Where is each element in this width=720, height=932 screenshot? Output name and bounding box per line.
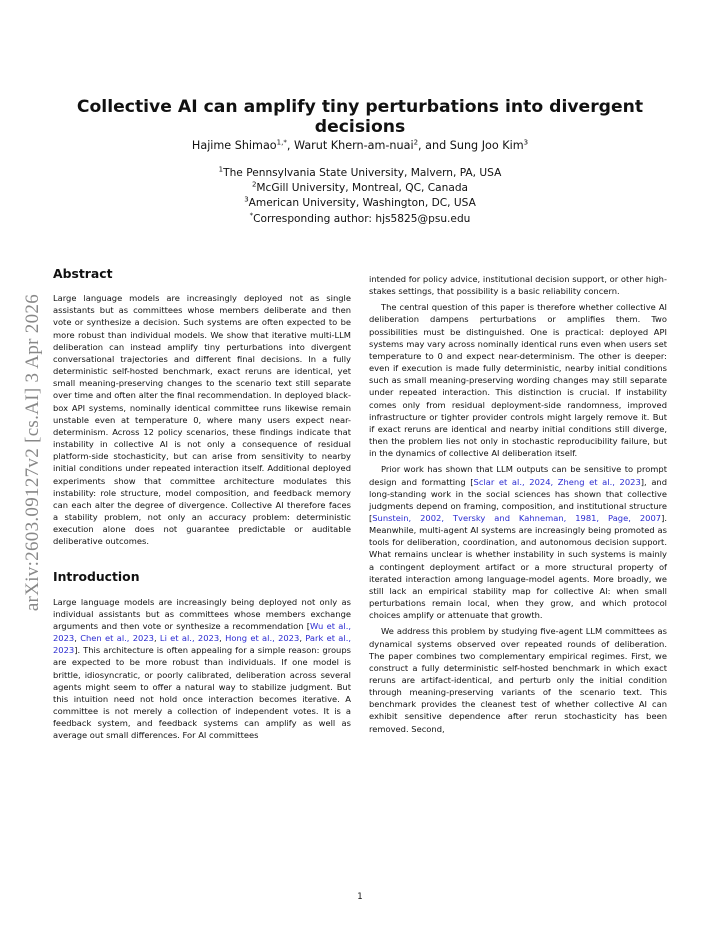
affiliation <box>40 196 680 211</box>
arxiv-identifier[interactable]: arXiv:2603.09127v2 [cs.AI] 3 Apr 2026 <box>22 294 43 612</box>
paragraph-text: Large language models are increasingly being deployed not only as individual assistants but as committees whose members exchange arguments and then vote or synthesize a recommendation [ <box>53 596 351 631</box>
paragraph-text: ], and long-standing work in the social sciences has shown that collective judgments depend on framing, composition, and institutional structure [ <box>369 476 668 523</box>
paragraph-text: ]. This architecture is often appealing for a simple reason: groups are expected to be more robust than individuals. If one model is brittle, idiosyncratic, or poorly calibrated, deliberation across several agents might seem to offer a natural way to stabilize judgment. But this intuition need not hold once interaction becomes iterative. A committee is not merely a collection of independent votes. It is a feedback system, and feedback systems can amplify as well as average out small differences. For AI committees <box>53 645 351 741</box>
body-paragraph <box>369 463 667 621</box>
left-column <box>53 268 351 745</box>
affiliation-marker: 2 <box>251 180 257 189</box>
paper-title: Collective AI can amplify tiny perturbations into divergent decisions <box>76 97 644 137</box>
body-paragraph: We address this problem by studying five-agent LLM committees as dynamical systems observed over repeated rounds of deliberation. The paper combines two complementary empirical regimes. First, we construct a fully deterministic self-hosted benchmark in which exact reruns are artifact-identical, and perturb only the initial condition through meaning-preserving variants of the scenario text. This benchmark provides the cleanest test of whether collective AI can exhibit sensitive dependence after rerun stochasticity has been removed. Second, <box>369 626 667 734</box>
affiliation-text: The Pennsylvania State University, Malvern, PA, USA <box>223 167 502 179</box>
introduction-paragraph: Large language models are increasingly being deployed not only as individual assistants but as committees whose members exchange arguments and then vote or synthesize a recommendation [Wu et al., 2023, Chen et al., 2023, Li et al., 2023, Hong et al., 2023, Park et al., 2023]. This architecture is often appealing for a simple reason: groups are expected to be more robust than individuals. If one model is brittle, idiosyncratic, or poorly calibrated, deliberation across several agents might seem to offer a natural way to stabilize judgment. But this intuition need not hold once interaction becomes iterative. A committee is not merely a collection of independent votes. It is a feedback system, and feedback systems can amplify as well as average out small differences. For AI committees <box>53 596 352 741</box>
citation-link[interactable]: Li et al., 2023 <box>159 633 220 644</box>
citation-link[interactable]: Sclar et al., 2024, Zheng et al., 2023 <box>473 476 641 487</box>
author-affiliation-marker: 1,* <box>276 138 287 147</box>
author-separator: , <box>286 139 294 152</box>
affiliation-marker: 1 <box>218 165 224 174</box>
author-name: Warut Khern-am-nuai <box>293 139 414 152</box>
citation-link[interactable]: Sunstein, 2002, Tversky and Kahneman, 1981, Page, 2007 <box>372 512 662 523</box>
citation-link[interactable]: Park et al., 2023 <box>53 633 352 656</box>
paragraph-text: ]. Meanwhile, multi-agent AI systems are increasingly being promoted as tools for deliberation, coordination, and autonomous decision support. What remains unclear is whether instability in such systems is mainly a contingent deployment artifact or a more structural property of iterated interaction among language-model agents. More broadly, we still lack an empirical stability map for collective AI: when small perturbations remain local, when they grow, and which protocol choices amplify or attenuate that growth. <box>369 512 667 621</box>
affiliation-marker: * <box>249 211 254 220</box>
citation-link[interactable]: Wu et al., 2023 <box>53 620 351 644</box>
affiliation-list <box>40 166 680 227</box>
page-number: 1 <box>357 892 363 902</box>
corresponding-author-text: Corresponding author: hjs5825@psu.edu <box>253 212 471 225</box>
author-name: Hajime Shimao <box>191 139 277 152</box>
arxiv-stamp <box>20 268 46 638</box>
abstract-text: Large language models are increasingly deployed not as single assistants but as committees whose members deliberate and then vote or synthesize a decision. Such systems are often expected to be more robust than individual models. We show that iterative multi-LLM deliberation can instead amplify tiny perturbations into divergent conversational trajectories and different final decisions. In a fully deterministic self-hosted benchmark, exact reruns are identical, yet small meaning-preserving changes to the scenario text still separate over time and often alter the final recommendation. In deployed black-box API systems, nominally identical committee runs likewise remain unstable even at temperature 0, where many users expect near-determinism. Across 12 policy scenarios, these findings indicate that instability in collective AI is not only a consequence of residual platform-side stochasticity, but can arise from sensitivity to nearby initial conditions under repeated interaction itself. Additional deployed experiments show that committee architecture modulates this instability: role structure, model composition, and feedback memory can each alter the degree of divergence. Collective AI therefore faces a stability problem, not only an accuracy problem: deterministic execution alone does not guarantee predictable or auditable deliberative outcomes. <box>53 293 351 547</box>
body-paragraph: intended for policy advice, institutional decision support, or other high-stakes settings, that possibility is a basic reliability concern. <box>369 274 667 297</box>
affiliation-text: American University, Washington, DC, USA <box>248 197 476 210</box>
author-affiliation-marker: 2 <box>413 138 419 147</box>
affiliation <box>40 181 680 196</box>
author-separator: , and <box>418 139 450 152</box>
author-affiliation-marker: 3 <box>523 138 529 147</box>
abstract-heading: Abstract <box>53 266 113 281</box>
introduction-heading: Introduction <box>53 569 140 585</box>
author-name: Sung Joo Kim <box>449 139 524 152</box>
citation-link[interactable]: Chen et al., 2023 <box>80 633 154 644</box>
right-column <box>369 273 667 739</box>
affiliation-text: McGill University, Montreal, QC, Canada <box>256 182 469 195</box>
body-paragraph: The central question of this paper is therefore whether collective AI deliberation dampens perturbations or amplifies them. Two possibilities must be distinguished. One is practical: deployed API systems may vary across nominally identical runs even when users set temperature to 0 and expect near-determinism. The other is deeper: even if execution is made fully deterministic, nearby initial conditions such as small meaning-preserving wording changes may still separate under repeated interaction. This distinction is crucial. If instability comes only from residual deployment-side randomness, improved infrastructure or tighter provider controls might largely remove it. But if exact reruns are identical and nearby initial conditions still diverge, then the problem lies not only in stochastic reproducibility failure, but in the dynamics of collective AI deliberation itself. <box>369 302 667 459</box>
citation-link[interactable]: Hong et al., 2023 <box>225 633 300 644</box>
affiliation-marker: 3 <box>244 195 249 204</box>
author-list <box>40 139 680 152</box>
affiliation <box>40 166 680 181</box>
corresponding-author <box>40 212 680 227</box>
paragraph-text: Prior work has shown that LLM outputs can be sensitive to prompt design and formatting [ <box>369 464 667 487</box>
